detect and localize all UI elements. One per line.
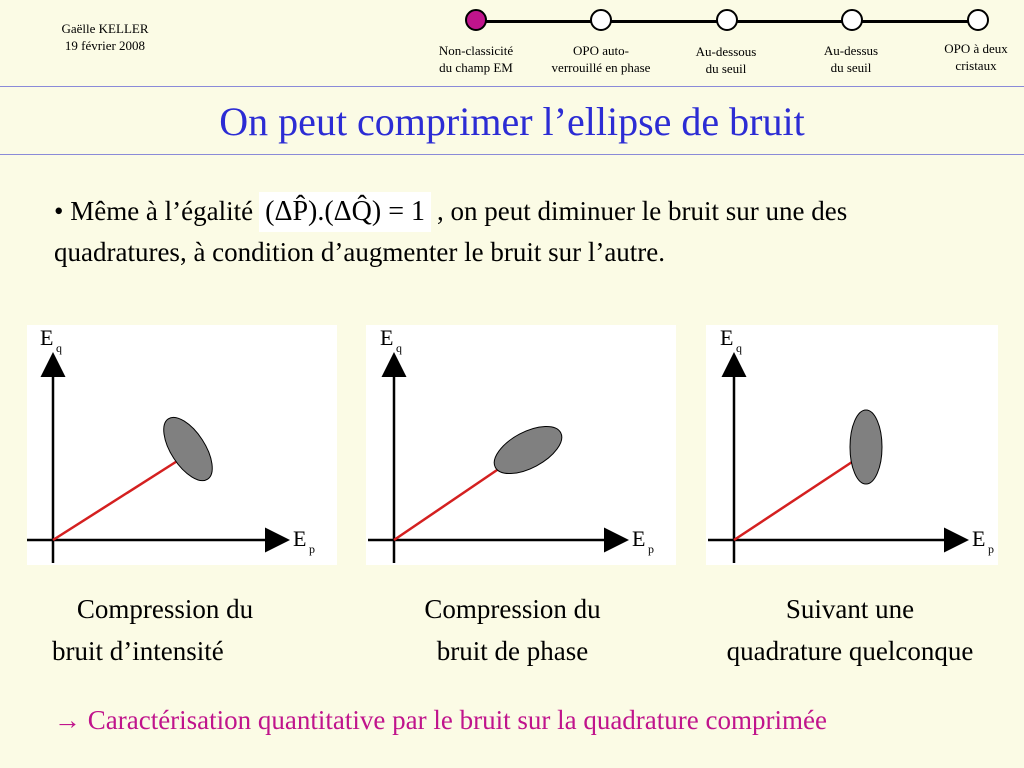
caption-line: Compression du	[424, 594, 601, 624]
field-vector	[394, 468, 500, 540]
nav-dot-opo-deux-cristaux[interactable]	[967, 9, 989, 31]
phase-space-diagram	[706, 325, 998, 565]
phase-space-diagram	[27, 325, 337, 565]
x-axis-label: E	[972, 526, 986, 551]
x-axis-subscript: p	[309, 542, 315, 556]
phase-space-diagram	[366, 325, 676, 565]
caption-intensity-squeezing	[40, 588, 290, 672]
noise-ellipse	[487, 417, 569, 484]
nav-label-line: verrouillé en phase	[551, 60, 651, 75]
y-axis-subscript: q	[736, 341, 742, 355]
caption-line: Suivant une	[785, 594, 915, 624]
progress-navigation	[0, 0, 1024, 85]
nav-label-line: cristaux	[955, 58, 997, 73]
x-axis-label: E	[632, 526, 646, 551]
caption-phase-squeezing	[385, 588, 640, 672]
diagram-intensity-squeezing	[27, 325, 337, 565]
noise-ellipse	[154, 410, 222, 489]
nav-label-opo-deux-cristaux[interactable]	[906, 40, 1024, 74]
field-vector	[53, 458, 182, 540]
title-divider	[0, 154, 1024, 155]
x-axis-label: E	[293, 526, 307, 551]
slide-title: On peut comprimer l’ellipse de bruit	[219, 99, 805, 144]
x-axis-subscript: p	[988, 542, 994, 556]
bullet-paragraph	[54, 191, 984, 272]
bullet-text-end: , on peut diminuer le bruit sur une des quadratures, à condition d’augmenter le bruit sur l’autre.	[54, 196, 848, 267]
y-axis-subscript: q	[396, 341, 402, 355]
diagram-phase-squeezing	[366, 325, 676, 565]
nav-label-au-dessous-seuil[interactable]	[656, 43, 796, 77]
y-axis-label: E	[380, 325, 394, 350]
y-axis-label: E	[40, 325, 54, 350]
nav-label-line: Au-dessus	[823, 43, 879, 58]
nav-label-line: du champ EM	[439, 60, 513, 75]
y-axis-subscript: q	[56, 341, 62, 355]
nav-label-line: OPO à deux	[944, 41, 1008, 56]
caption-line: bruit d’intensité	[52, 636, 224, 666]
nav-label-line: Non-classicité	[438, 43, 514, 58]
nav-dot-non-classicite[interactable]	[465, 9, 487, 31]
diagram-arbitrary-quadrature	[706, 325, 998, 565]
presentation-date: 19 février 2008	[64, 38, 146, 53]
nav-dot-au-dessus-seuil[interactable]	[841, 9, 863, 31]
nav-label-au-dessus-seuil[interactable]	[781, 42, 921, 76]
nav-label-line: OPO auto-	[573, 43, 629, 58]
nav-label-opo-auto-verrouille[interactable]	[531, 42, 671, 76]
y-axis-label: E	[720, 325, 734, 350]
caption-arbitrary-quadrature	[680, 588, 1020, 672]
header-divider	[0, 86, 1024, 87]
nav-label-non-classicite[interactable]	[406, 42, 546, 76]
nav-label-line: du seuil	[705, 61, 747, 76]
nav-dot-opo-auto-verrouille[interactable]	[590, 9, 612, 31]
nav-dot-au-dessous-seuil[interactable]	[716, 9, 738, 31]
noise-ellipse	[850, 410, 882, 484]
x-axis-subscript: p	[648, 542, 654, 556]
caption-line: bruit de phase	[436, 636, 589, 666]
caption-line: Compression du	[76, 594, 254, 624]
caption-line: quadrature quelconque	[726, 636, 974, 666]
bullet-text-start: • Même à l’égalité	[54, 196, 254, 226]
conclusion-text: → Caractérisation quantitative par le bruit sur la quadrature comprimée	[54, 705, 827, 735]
author-name: Gaëlle KELLER	[61, 21, 149, 36]
field-vector	[734, 462, 852, 540]
uncertainty-formula: (ΔP̂).(ΔQ̂) = 1	[259, 192, 431, 232]
nav-label-line: Au-dessous	[695, 44, 757, 59]
nav-label-line: du seuil	[830, 60, 872, 75]
